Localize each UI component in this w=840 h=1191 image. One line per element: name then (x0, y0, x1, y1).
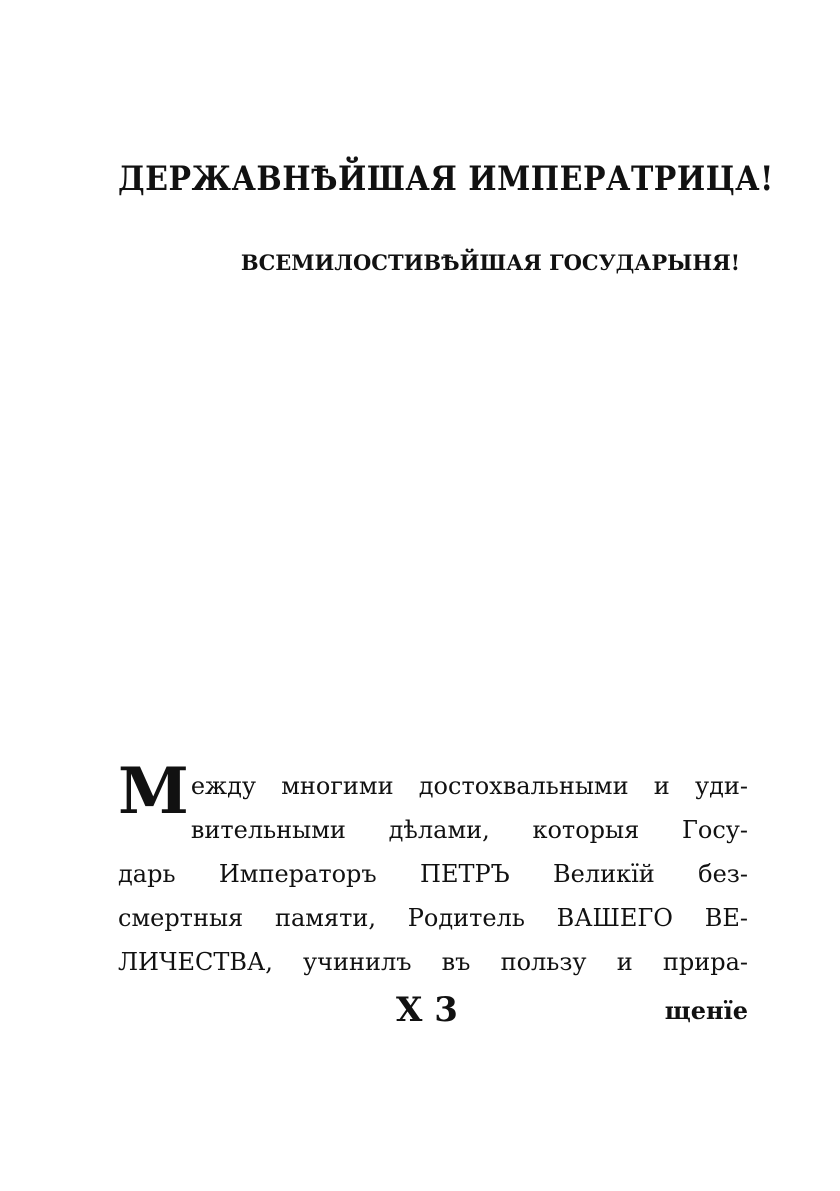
signature-mark: Х 3 (396, 990, 458, 1030)
text-line-1: ежду многими достохвальными и уди- (190, 772, 748, 800)
catchword: щенїе (664, 996, 748, 1025)
text-line-4: смертныя памяти, Родитель ВАШЕГО ВЕ- (118, 904, 748, 932)
page-footer (118, 990, 748, 1034)
drop-capital: М (118, 754, 189, 829)
body-paragraph (118, 754, 748, 984)
salutation-heading: ДЕРЖАВНѢЙШАЯ ИМПЕРАТРИЦА! (118, 160, 774, 200)
subsalutation-heading: ВСЕМИЛОСТИВѢЙШАЯ ГОСУДАРЫНЯ! (240, 250, 740, 275)
text-line-3: дарь Императоръ ПЕТРЪ Великїй без- (118, 860, 748, 888)
text-line-2: вительными дѣлами, которыя Госу- (190, 816, 748, 844)
text-line-5: ЛИЧЕСТВА, учинилъ въ пользу и прира- (118, 948, 748, 976)
